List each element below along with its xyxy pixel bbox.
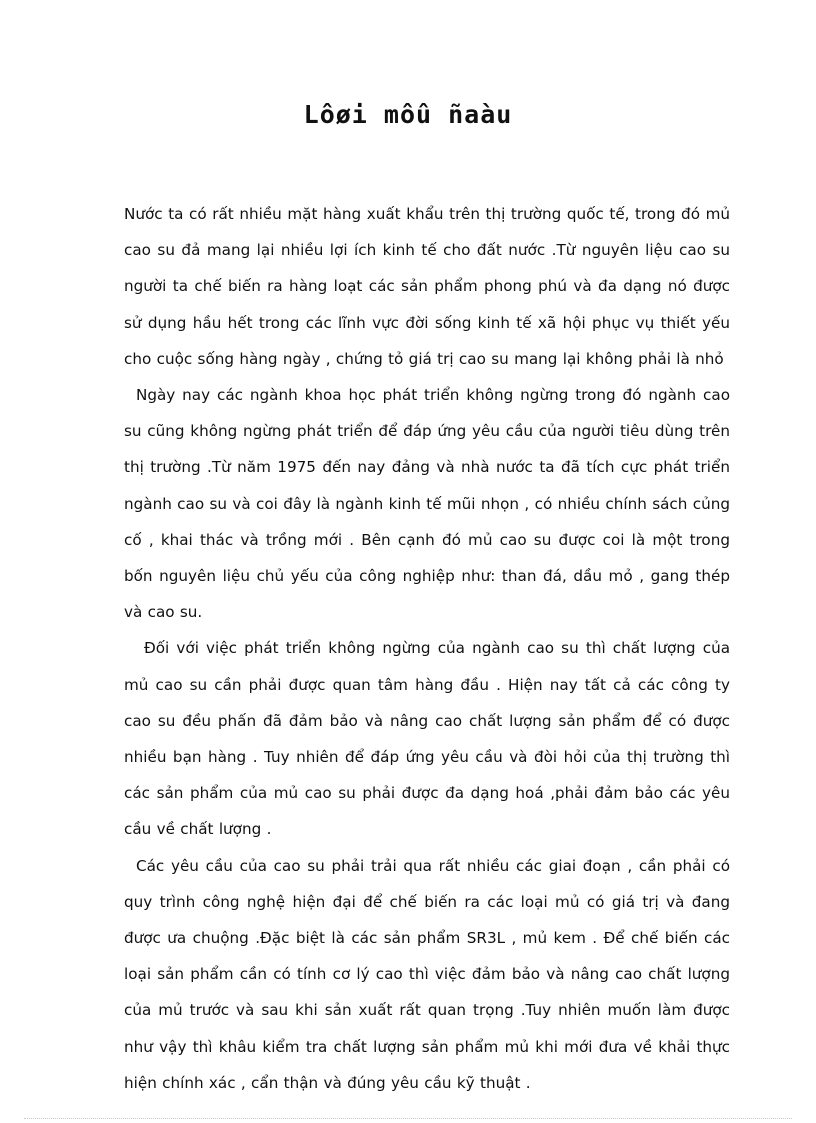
paragraph-4: Các yêu cầu của cao su phải trải qua rất nhiều các giai đoạn , cần phải có quy trình công nghệ hiện đại để chế biến ra các loại mủ có giá trị và đang được ưa chuộng .Đặc biệt là các sản phẩm SR3L , mủ kem . Để chế biến các loại sản phẩm cần có tính cơ lý cao thì việc đảm bảo và nâng cao chất lượng của mủ trước và sau khi sản xuất rất quan trọng .Tuy nhiên muốn làm được như vậy thì khâu kiểm tra chất lượng sản phẩm mủ khi mới đưa về khải thực hiện chính xác , cẩn thận và đúng yêu cầu kỹ thuật .	[124, 856, 730, 1092]
paragraph-2: Ngày nay các ngành khoa học phát triển không ngừng trong đó ngành cao su cũng không ngừng phát triển để đáp ứng yêu cầu của người tiêu dùng trên thị trường .Từ năm 1975 đến nay đảng và nhà nước ta đã tích cực phát triển ngành cao su và coi đây là ngành kinh tế mũi nhọn , có nhiều chính sách củng cố , khai thác và trồng mới . Bên cạnh đó mủ cao su được coi là một trong bốn nguyên liệu chủ yếu của công nghiệp như: than đá, dầu mỏ , gang thép và cao su.	[124, 386, 730, 622]
page-bottom-rule	[24, 1118, 792, 1119]
paragraph-3: Đối với việc phát triển không ngừng của ngành cao su thì chất lượng của mủ cao su cần phải được quan tâm hàng đầu . Hiện nay tất cả các công ty cao su đều phấn đã đảm bảo và nâng cao chất lượng sản phẩm để có được nhiều bạn hàng . Tuy nhiên để đáp ứng yêu cầu và đòi hỏi của thị trường thì các sản phẩm của mủ cao su phải được đa dạng hoá ,phải đảm bảo các yêu cầu về chất lượng .	[124, 639, 730, 839]
page-title: Lôøi môû ñaàu	[303, 100, 513, 129]
body-text	[124, 196, 730, 1101]
paragraph-1: Nước ta có rất nhiều mặt hàng xuất khẩu trên thị trường quốc tế, trong đó mủ cao su đả mang lại nhiều lợi ích kinh tế cho đất nước .Từ nguyên liệu cao su người ta chế biến ra hàng loạt các sản phẩm phong phú và đa dạng nó được sử dụng hầu hết trong các lĩnh vực đời sống kinh tế xã hội phục vụ thiết yếu cho cuộc sống hàng ngày , chứng tỏ giá trị cao su mang lại không phải là nhỏ	[124, 205, 730, 368]
